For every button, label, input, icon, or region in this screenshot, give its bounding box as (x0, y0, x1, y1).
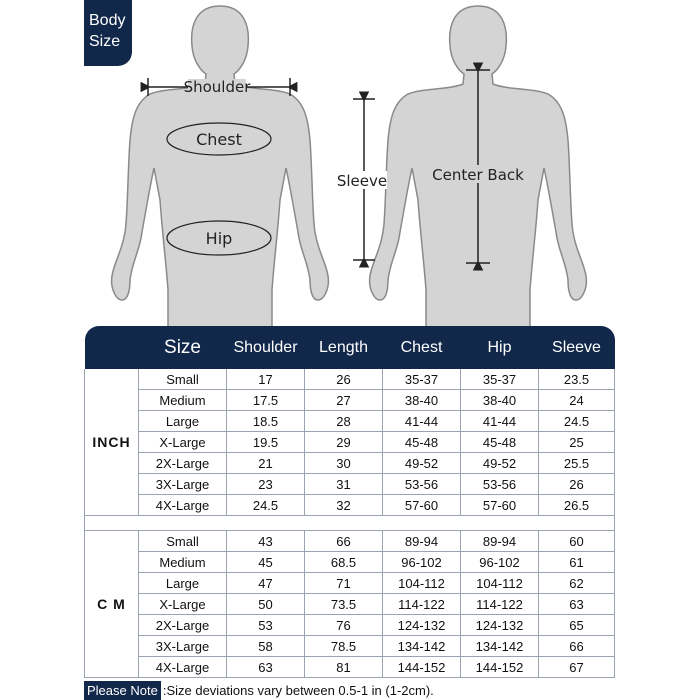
value-cell: 134-142 (461, 636, 539, 657)
value-cell: 26.5 (539, 495, 615, 516)
header-size: Size (139, 326, 227, 369)
value-cell: 73.5 (305, 594, 383, 615)
header-hip: Hip (461, 326, 539, 369)
value-cell: 50 (227, 594, 305, 615)
table-row (85, 552, 615, 573)
value-cell: 27 (305, 390, 383, 411)
size-cell: 3X-Large (139, 636, 227, 657)
value-cell: 58 (227, 636, 305, 657)
unit-label: INCH (85, 369, 139, 516)
note-text: :Size deviations vary between 0.5-1 in (1-2cm). (162, 682, 434, 698)
value-cell: 45-48 (383, 432, 461, 453)
size-cell: Medium (139, 552, 227, 573)
header-blank (85, 326, 139, 369)
value-cell: 21 (227, 453, 305, 474)
value-cell: 66 (305, 531, 383, 552)
value-cell: 62 (539, 573, 615, 594)
value-cell: 71 (305, 573, 383, 594)
value-cell: 60 (539, 531, 615, 552)
value-cell: 47 (227, 573, 305, 594)
size-note (84, 680, 434, 700)
value-cell: 81 (305, 657, 383, 678)
value-cell: 53-56 (383, 474, 461, 495)
value-cell: 24.5 (227, 495, 305, 516)
value-cell: 78.5 (305, 636, 383, 657)
size-cell: X-Large (139, 594, 227, 615)
table-row (85, 411, 615, 432)
table-row (85, 657, 615, 678)
value-cell: 26 (539, 474, 615, 495)
value-cell: 96-102 (461, 552, 539, 573)
value-cell: 89-94 (383, 531, 461, 552)
note-tag: Please Note (84, 681, 161, 700)
value-cell: 41-44 (383, 411, 461, 432)
size-cell: Large (139, 573, 227, 594)
value-cell: 28 (305, 411, 383, 432)
value-cell: 104-112 (461, 573, 539, 594)
table-row (85, 615, 615, 636)
value-cell: 65 (539, 615, 615, 636)
sleeve-label: Sleeve (336, 172, 388, 190)
value-cell: 29 (305, 432, 383, 453)
table-body (85, 369, 615, 678)
size-cell: Small (139, 531, 227, 552)
value-cell: 23.5 (539, 369, 615, 390)
chest-label: Chest (196, 130, 242, 149)
table-row (85, 453, 615, 474)
value-cell: 57-60 (461, 495, 539, 516)
header-shoulder: Shoulder (227, 326, 305, 369)
value-cell: 30 (305, 453, 383, 474)
header-sleeve: Sleeve (539, 326, 615, 369)
shoulder-label: Shoulder (183, 78, 251, 96)
size-cell: 3X-Large (139, 474, 227, 495)
value-cell: 57-60 (383, 495, 461, 516)
value-cell: 38-40 (461, 390, 539, 411)
value-cell: 144-152 (461, 657, 539, 678)
group-spacer (85, 516, 615, 531)
value-cell: 49-52 (461, 453, 539, 474)
value-cell: 35-37 (383, 369, 461, 390)
value-cell: 53 (227, 615, 305, 636)
value-cell: 41-44 (461, 411, 539, 432)
header-length: Length (305, 326, 383, 369)
size-cell: 4X-Large (139, 657, 227, 678)
value-cell: 53-56 (461, 474, 539, 495)
value-cell: 68.5 (305, 552, 383, 573)
value-cell: 114-122 (383, 594, 461, 615)
size-cell: Medium (139, 390, 227, 411)
value-cell: 63 (539, 594, 615, 615)
size-cell: 2X-Large (139, 615, 227, 636)
unit-label: C M (85, 531, 139, 678)
value-cell: 17.5 (227, 390, 305, 411)
value-cell: 31 (305, 474, 383, 495)
table-row (85, 390, 615, 411)
size-cell: 4X-Large (139, 495, 227, 516)
value-cell: 114-122 (461, 594, 539, 615)
value-cell: 45-48 (461, 432, 539, 453)
value-cell: 134-142 (383, 636, 461, 657)
value-cell: 26 (305, 369, 383, 390)
header-chest: Chest (383, 326, 461, 369)
table-row (85, 474, 615, 495)
value-cell: 17 (227, 369, 305, 390)
size-chart-table (84, 326, 614, 678)
value-cell: 38-40 (383, 390, 461, 411)
badge-line-1: Body (89, 12, 126, 29)
value-cell: 67 (539, 657, 615, 678)
table-row (85, 495, 615, 516)
value-cell: 96-102 (383, 552, 461, 573)
table-row (85, 636, 615, 657)
value-cell: 43 (227, 531, 305, 552)
value-cell: 89-94 (461, 531, 539, 552)
table-row (85, 573, 615, 594)
center-back-label: Center Back (432, 166, 524, 184)
value-cell: 61 (539, 552, 615, 573)
value-cell: 25.5 (539, 453, 615, 474)
value-cell: 124-132 (383, 615, 461, 636)
size-cell: Large (139, 411, 227, 432)
value-cell: 19.5 (227, 432, 305, 453)
value-cell: 35-37 (461, 369, 539, 390)
size-cell: Small (139, 369, 227, 390)
value-cell: 104-112 (383, 573, 461, 594)
badge-line-2: Size (89, 33, 121, 50)
spacer-cell (85, 516, 615, 531)
value-cell: 144-152 (383, 657, 461, 678)
value-cell: 32 (305, 495, 383, 516)
value-cell: 49-52 (383, 453, 461, 474)
front-body-figure (112, 6, 329, 330)
size-cell: X-Large (139, 432, 227, 453)
value-cell: 45 (227, 552, 305, 573)
value-cell: 24.5 (539, 411, 615, 432)
table-header-row (85, 326, 615, 369)
value-cell: 124-132 (461, 615, 539, 636)
value-cell: 18.5 (227, 411, 305, 432)
body-figures-illustration (0, 0, 700, 330)
value-cell: 24 (539, 390, 615, 411)
table-row (85, 432, 615, 453)
size-cell: 2X-Large (139, 453, 227, 474)
value-cell: 63 (227, 657, 305, 678)
hip-label: Hip (205, 229, 233, 248)
table-row (85, 531, 615, 552)
value-cell: 66 (539, 636, 615, 657)
value-cell: 25 (539, 432, 615, 453)
table-row (85, 594, 615, 615)
value-cell: 76 (305, 615, 383, 636)
value-cell: 23 (227, 474, 305, 495)
table-row (85, 369, 615, 390)
